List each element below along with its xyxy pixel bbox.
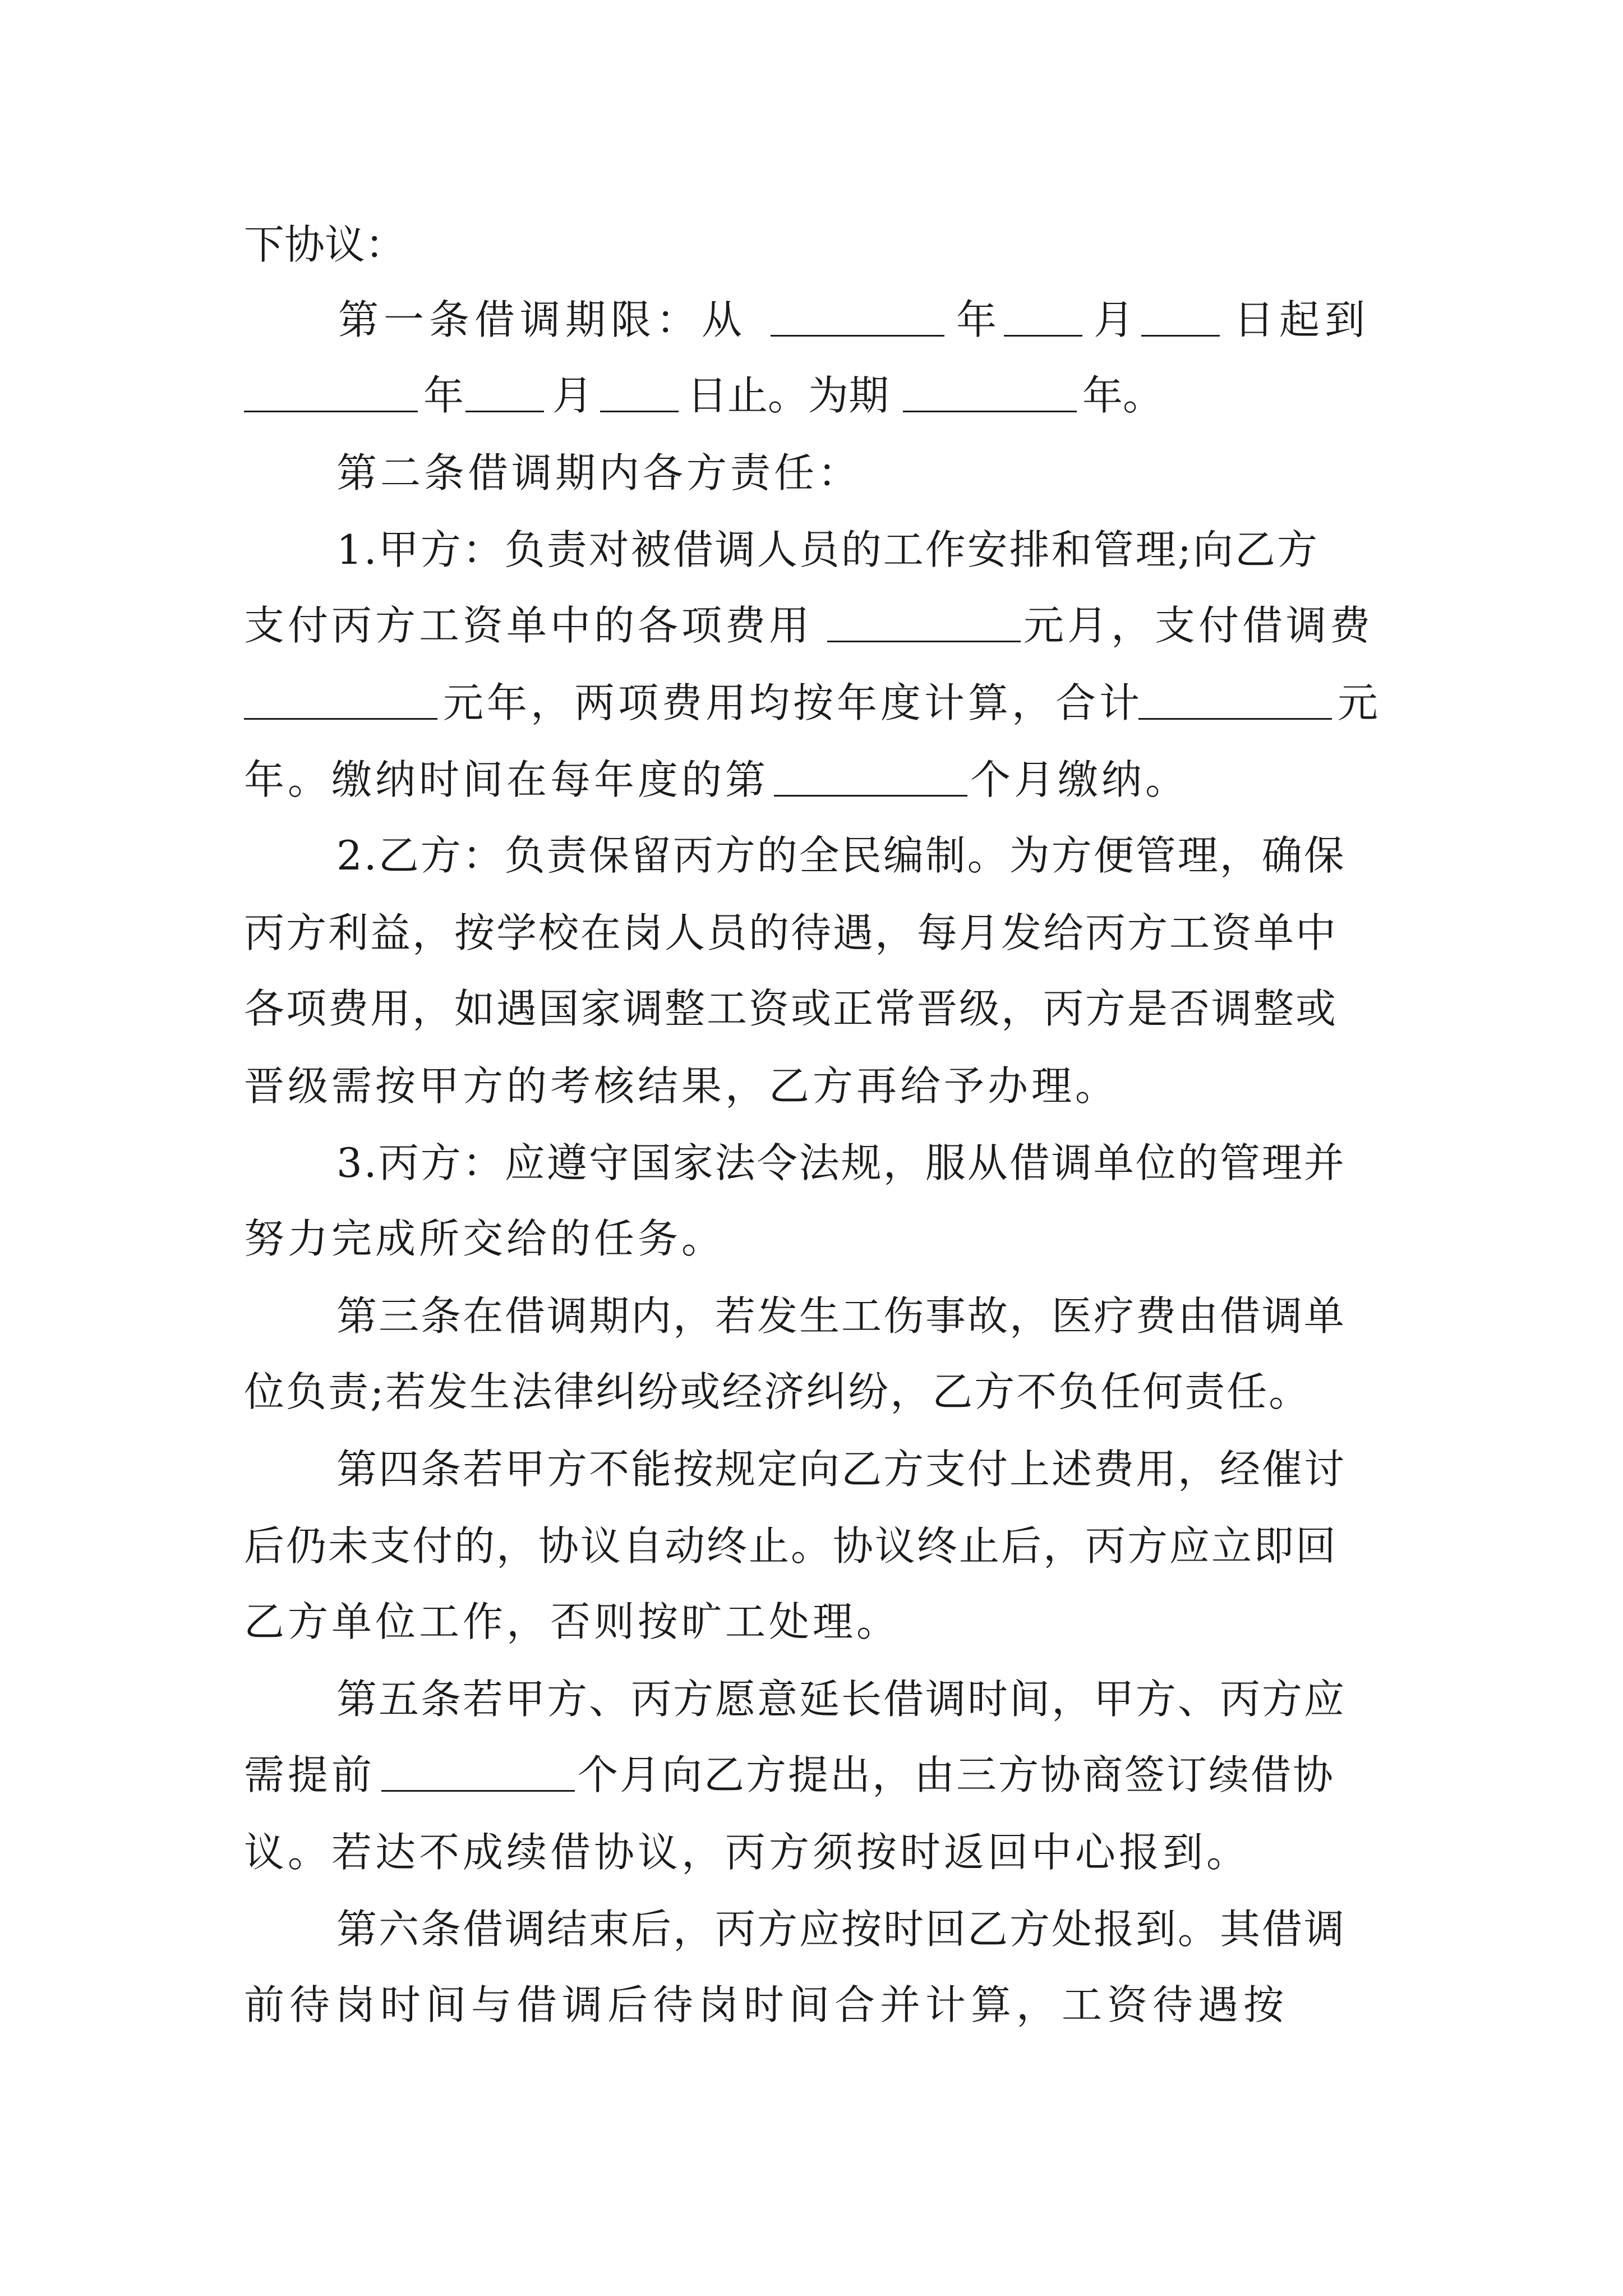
- fill-blank: [1141, 335, 1220, 337]
- fill-blank: [381, 1790, 575, 1792]
- text-segment: 丙方利益，按学校在岗人员的待遇，每月发给丙方工资单中: [244, 909, 1338, 956]
- text-line: [0, 516, 1623, 583]
- text-line: [0, 975, 1623, 1042]
- text-segment: 年: [956, 296, 997, 343]
- text-segment: 努力完成所交给的任务。: [244, 1215, 726, 1262]
- text-segment: 日起到: [1234, 296, 1371, 343]
- text-segment: 元年，两项费用均按年度计算，合计: [443, 679, 1144, 726]
- text-line: [0, 746, 1623, 813]
- text-line: [0, 362, 1623, 429]
- text-line: [0, 1588, 1623, 1655]
- text-segment: 位负责;若发生法律纠纷或经济纠纷，乙方不负任何责任。: [244, 1368, 1311, 1415]
- fill-blank: [774, 795, 967, 797]
- text-segment: 需提前: [244, 1751, 376, 1798]
- text-segment: 个月向乙方提出，由三方协商签订续借协: [578, 1751, 1335, 1798]
- text-line: [0, 1052, 1623, 1120]
- text-segment: 第五条若甲方、丙方愿意延长借调时间，甲方、丙方应: [336, 1676, 1347, 1723]
- text-line: [0, 1665, 1623, 1733]
- fill-blank: [903, 411, 1077, 412]
- text-segment: 个月缴纳。: [970, 756, 1189, 803]
- fill-blank: [244, 411, 418, 412]
- text-segment: 元: [1338, 679, 1378, 726]
- text-line: [0, 1282, 1623, 1350]
- text-line: [0, 211, 1623, 278]
- fill-blank: [1004, 335, 1082, 337]
- text-segment: 2.乙方：负责保留丙方的全民编制。为方便管理，确保: [336, 832, 1346, 879]
- text-segment: 第四条若甲方不能按规定向乙方支付上述费用，经催讨: [336, 1446, 1347, 1493]
- text-segment: 乙方单位工作，否则按旷工处理。: [244, 1598, 901, 1645]
- text-segment: 月: [1094, 296, 1135, 343]
- text-segment: 议。若达不成续借协议，丙方须按时返回中心报到。: [244, 1829, 1251, 1876]
- text-line: [0, 439, 1623, 507]
- text-line: [0, 592, 1623, 659]
- text-line: [0, 1512, 1623, 1580]
- text-line: [0, 1895, 1623, 1963]
- text-line: [0, 899, 1623, 967]
- text-segment: 第三条在借调期内，若发生工伤事故，医疗费由借调单: [336, 1292, 1347, 1340]
- fill-blank: [771, 335, 944, 337]
- text-segment: 后仍未支付的，协议自动终止。协议终止后，丙方应立即回: [244, 1522, 1338, 1570]
- text-segment: 3.丙方：应遵守国家法令法规，服从借调单位的管理并: [336, 1139, 1346, 1186]
- text-line: [0, 1435, 1623, 1503]
- text-segment: 各项费用，如遇国家调整工资或正常晋级，丙方是否调整或: [244, 985, 1338, 1032]
- text-segment: 第一条借调期限：从: [338, 296, 748, 343]
- text-line: [0, 1819, 1623, 1886]
- text-segment: 第二条借调期内各方责任：: [336, 449, 862, 496]
- text-segment: 元月，支付借调费: [1023, 602, 1374, 649]
- text-segment: 晋级需按甲方的考核结果，乙方再给予办理。: [244, 1062, 1119, 1110]
- text-line: [0, 1971, 1623, 2039]
- text-segment: 年。缴纳时间在每年度的第: [244, 756, 769, 803]
- fill-blank: [244, 718, 437, 720]
- fill-blank: [827, 641, 1021, 642]
- text-segment: 前待岗时间与借调后待岗时间合并计算，工资待遇按: [244, 1981, 1289, 2028]
- fill-blank: [465, 411, 544, 412]
- fill-blank: [1138, 718, 1332, 720]
- text-segment: 支付丙方工资单中的各项费用: [244, 602, 813, 649]
- text-segment: 年: [423, 372, 464, 419]
- text-segment: 第六条借调结束后，丙方应按时回乙方处报到。其借调: [336, 1906, 1347, 1953]
- text-line: [0, 286, 1623, 353]
- text-segment: 日止。为期: [687, 372, 889, 419]
- text-line: [0, 1358, 1623, 1425]
- text-line: [0, 1741, 1623, 1809]
- text-segment: 1.甲方：负责对被借调人员的工作安排和管理;向乙方: [336, 526, 1319, 573]
- text-line: [0, 1129, 1623, 1197]
- text-segment: 下协议：: [244, 221, 406, 268]
- text-line: [0, 1205, 1623, 1272]
- fill-blank: [600, 411, 679, 412]
- text-segment: 年。: [1082, 372, 1164, 419]
- text-segment: 月: [552, 372, 593, 419]
- text-line: [0, 822, 1623, 889]
- text-line: [0, 669, 1623, 737]
